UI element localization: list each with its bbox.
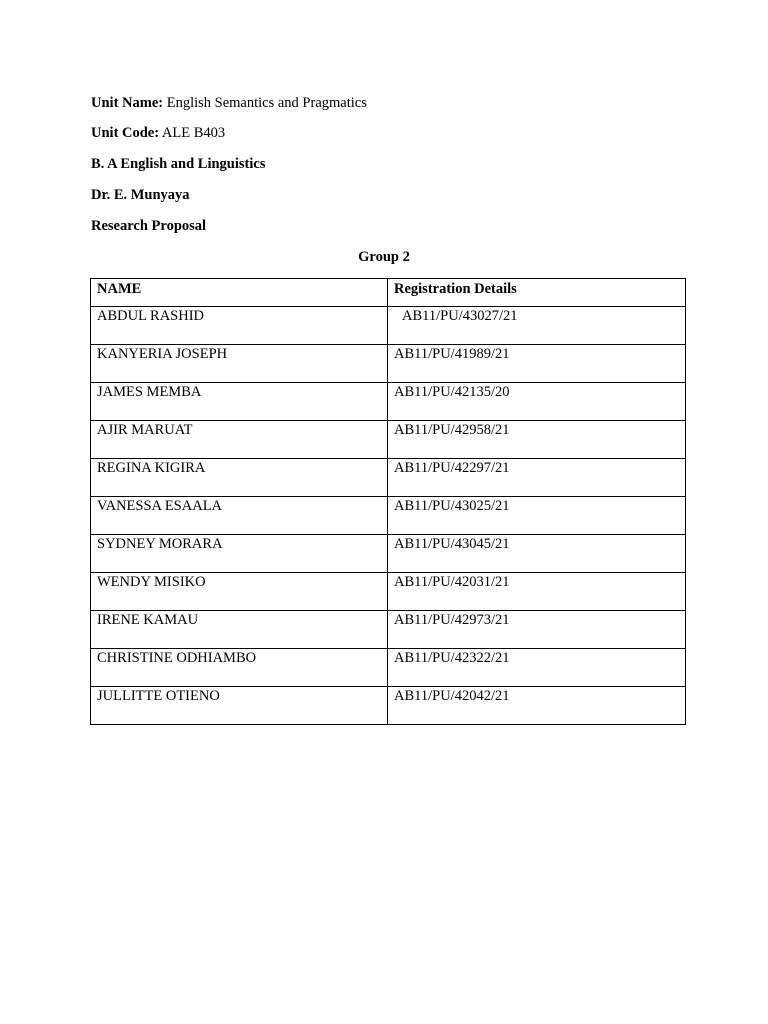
registration-number: AB11/PU/42958/21 [388, 421, 686, 459]
document-type: Research Proposal [91, 218, 207, 234]
registration-number: AB11/PU/42297/21 [388, 459, 686, 497]
table-row [91, 421, 686, 459]
table-row [91, 345, 686, 383]
table-row [91, 383, 686, 421]
student-name: AJIR MARUAT [91, 421, 388, 459]
registration-number: AB11/PU/43045/21 [388, 535, 686, 573]
column-header-registration: Registration Details [388, 279, 686, 307]
registration-number: AB11/PU/42031/21 [388, 573, 686, 611]
table-row [91, 497, 686, 535]
student-name: KANYERIA JOSEPH [91, 345, 388, 383]
table-row [91, 307, 686, 345]
registration-number: AB11/PU/43025/21 [388, 497, 686, 535]
table-row [91, 687, 686, 725]
student-name: ABDUL RASHID [91, 307, 388, 345]
unit-code-label: Unit Code: [91, 125, 160, 141]
unit-code-value: ALE B403 [159, 125, 226, 141]
table-row [91, 535, 686, 573]
unit-name-value: English Semantics and Pragmatics [163, 95, 367, 111]
unit-name-line [91, 94, 367, 112]
student-name: REGINA KIGIRA [91, 459, 388, 497]
student-name: SYDNEY MORARA [91, 535, 388, 573]
registration-number: AB11/PU/41989/21 [388, 345, 686, 383]
registration-number: AB11/PU/42135/20 [388, 383, 686, 421]
student-name: WENDY MISIKO [91, 573, 388, 611]
unit-name-label: Unit Name: [91, 95, 164, 111]
student-name: JULLITTE OTIENO [91, 687, 388, 725]
student-name: VANESSA ESAALA [91, 497, 388, 535]
table-row [91, 573, 686, 611]
program-title: B. A English and Linguistics [91, 156, 266, 172]
table-header-row [91, 279, 686, 307]
group-title: Group 2 [358, 249, 410, 265]
student-name: JAMES MEMBA [91, 383, 388, 421]
student-name: IRENE KAMAU [91, 611, 388, 649]
column-header-name: NAME [91, 279, 388, 307]
unit-code-line [91, 124, 225, 142]
lecturer-name: Dr. E. Munyaya [91, 187, 190, 203]
registration-number: AB11/PU/42042/21 [388, 687, 686, 725]
registration-number: AB11/PU/43027/21 [388, 307, 686, 345]
table-row [91, 459, 686, 497]
registration-number: AB11/PU/42322/21 [388, 649, 686, 687]
student-name: CHRISTINE ODHIAMBO [91, 649, 388, 687]
registration-table [90, 278, 686, 725]
table-row [91, 611, 686, 649]
registration-number: AB11/PU/42973/21 [388, 611, 686, 649]
table-row [91, 649, 686, 687]
